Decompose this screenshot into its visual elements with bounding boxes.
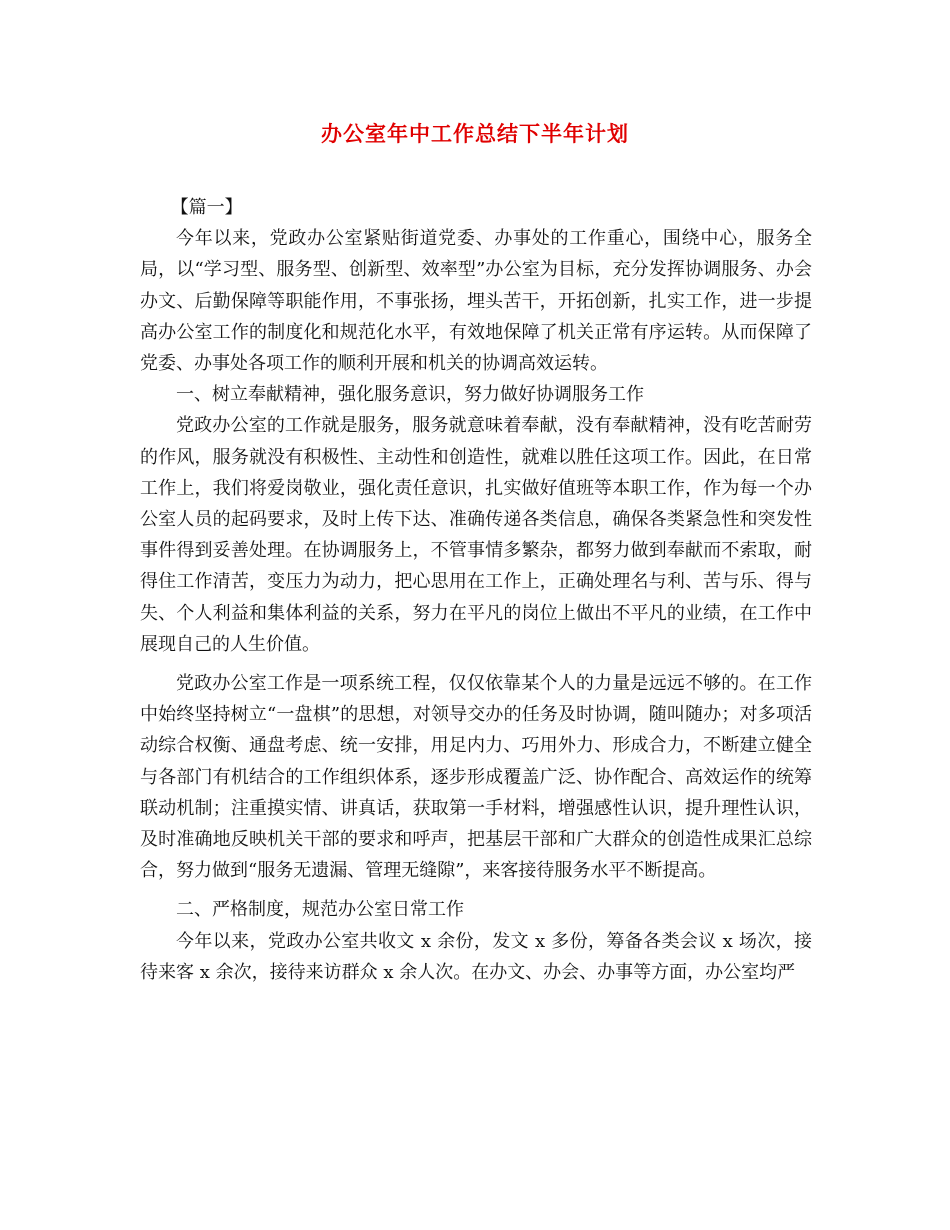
body-paragraph: 党政办公室工作是一项系统工程，仅仅依靠某个人的力量是远远不够的。在工作中始终坚持树立“一盘棋”的思想，对领导交办的任务及时协调，随叫随办；对多项活动综合权衡、通盘考虑、统一安排，用足内力、巧用外力、形成合力，不断建立健全与各部门有机结合的工作组织体系，逐步形成覆盖广泛、协作配合、高效运作的统筹联动机制；注重摸实情、讲真话，获取第一手材料，增强感性认识，提升理性认识，及时准确地反映机关干部的要求和呼声，把基层干部和广大群众的创造性成果汇总综合，努力做到“服务无遗漏、管理无缝隙”，来客接待服务水平不断提高。 xyxy=(140,673,812,882)
section-tag: 【篇一】 xyxy=(170,197,243,218)
intro-paragraph: 今年以来，党政办公室紧贴街道党委、办事处的工作重心，围绕中心，服务全局，以“学习型、服务型、创新型、效率型”办公室为目标，充分发挥协调服务、办会办文、后勤保障等职能作用，不事张扬，埋头苦干，开拓创新，扎实工作，进一步提高办公室工作的制度化和规范化水平，有效地保障了机关正常有序运转。从而保障了党委、办事处各项工作的顺利开展和机关的协调高效运转。 xyxy=(140,228,812,375)
body-paragraph: 今年以来，党政办公室共收文 x 余份，发文 x 多份，筹备各类会议 x 场次，接待来客 x 余次，接待来访群众 x 余人次。在办文、办会、办事等方面，办公室均严 xyxy=(140,930,812,983)
document-body xyxy=(140,192,812,988)
section-heading-1: 一、树立奉献精神，强化服务意识，努力做好协调服务工作 xyxy=(176,384,644,406)
section-heading-2: 二、严格制度，规范办公室日常工作 xyxy=(176,899,464,921)
document-title: 办公室年中工作总结下半年计划 xyxy=(321,121,629,146)
body-paragraph: 党政办公室的工作就是服务，服务就意味着奉献，没有奉献精神，没有吃苦耐劳的作风，服务就没有积极性、主动性和创造性，就难以胜任这项工作。因此，在日常工作上，我们将爱岗敬业，强化责任意识，扎实做好值班等本职工作，作为每一个办公室人员的起码要求，及时上传下达、准确传递各类信息，确保各类紧急性和突发性事件得到妥善处理。在协调服务上，不管事情多繁杂，都努力做到奉献而不索取，耐得住工作清苦，变压力为动力，把心思用在工作上，正确处理名与利、苦与乐、得与失、个人利益和集体利益的关系，努力在平凡的岗位上做出不平凡的业绩，在工作中展现自己的人生价值。 xyxy=(140,415,812,655)
